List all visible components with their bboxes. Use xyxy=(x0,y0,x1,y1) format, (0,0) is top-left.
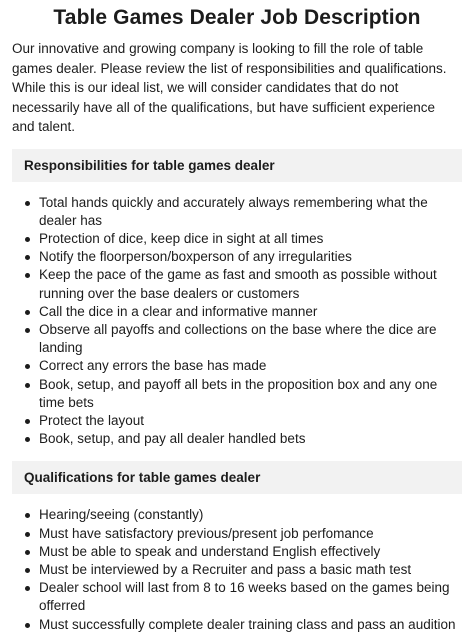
responsibilities-heading: Responsibilities for table games dealer xyxy=(12,149,462,182)
list-item: Keep the pace of the game as fast and smooth as possible without running over the base dealers or customers xyxy=(24,266,462,302)
list-item: Call the dice in a clear and informative manner xyxy=(24,303,462,321)
list-item: Book, setup, and pay all dealer handled bets xyxy=(24,430,462,448)
qualifications-list xyxy=(12,506,462,633)
list-item: Total hands quickly and accurately always remembering what the dealer has xyxy=(24,194,462,230)
list-item: Book, setup, and payoff all bets in the proposition box and any one time bets xyxy=(24,376,462,412)
list-item: Hearing/seeing (constantly) xyxy=(24,506,462,524)
list-item: Must be able to speak and understand English effectively xyxy=(24,543,462,561)
intro-paragraph: Our innovative and growing company is looking to fill the role of table games dealer. Please review the list of responsibilities and qualifications. While this is our ideal list, we will consider candidates that do not necessarily have all of the qualifications, but have sufficient experience and talent. xyxy=(12,41,447,134)
responsibilities-list xyxy=(12,194,462,449)
list-item: Correct any errors the base has made xyxy=(24,357,462,375)
list-item: Dealer school will last from 8 to 16 weeks based on the games being offerred xyxy=(24,579,462,615)
list-item: Notify the floorperson/boxperson of any irregularities xyxy=(24,248,462,266)
page-title: Table Games Dealer Job Description xyxy=(53,6,421,29)
list-item: Must have satisfactory previous/present job perfomance xyxy=(24,525,462,543)
qualifications-heading: Qualifications for table games dealer xyxy=(12,461,462,494)
list-item: Observe all payoffs and collections on the base where the dice are landing xyxy=(24,321,462,357)
list-item: Protect the layout xyxy=(24,412,462,430)
list-item: Must be interviewed by a Recruiter and pass a basic math test xyxy=(24,561,462,579)
list-item: Must successfully complete dealer training class and pass an audition xyxy=(24,616,462,634)
list-item: Protection of dice, keep dice in sight at all times xyxy=(24,230,462,248)
